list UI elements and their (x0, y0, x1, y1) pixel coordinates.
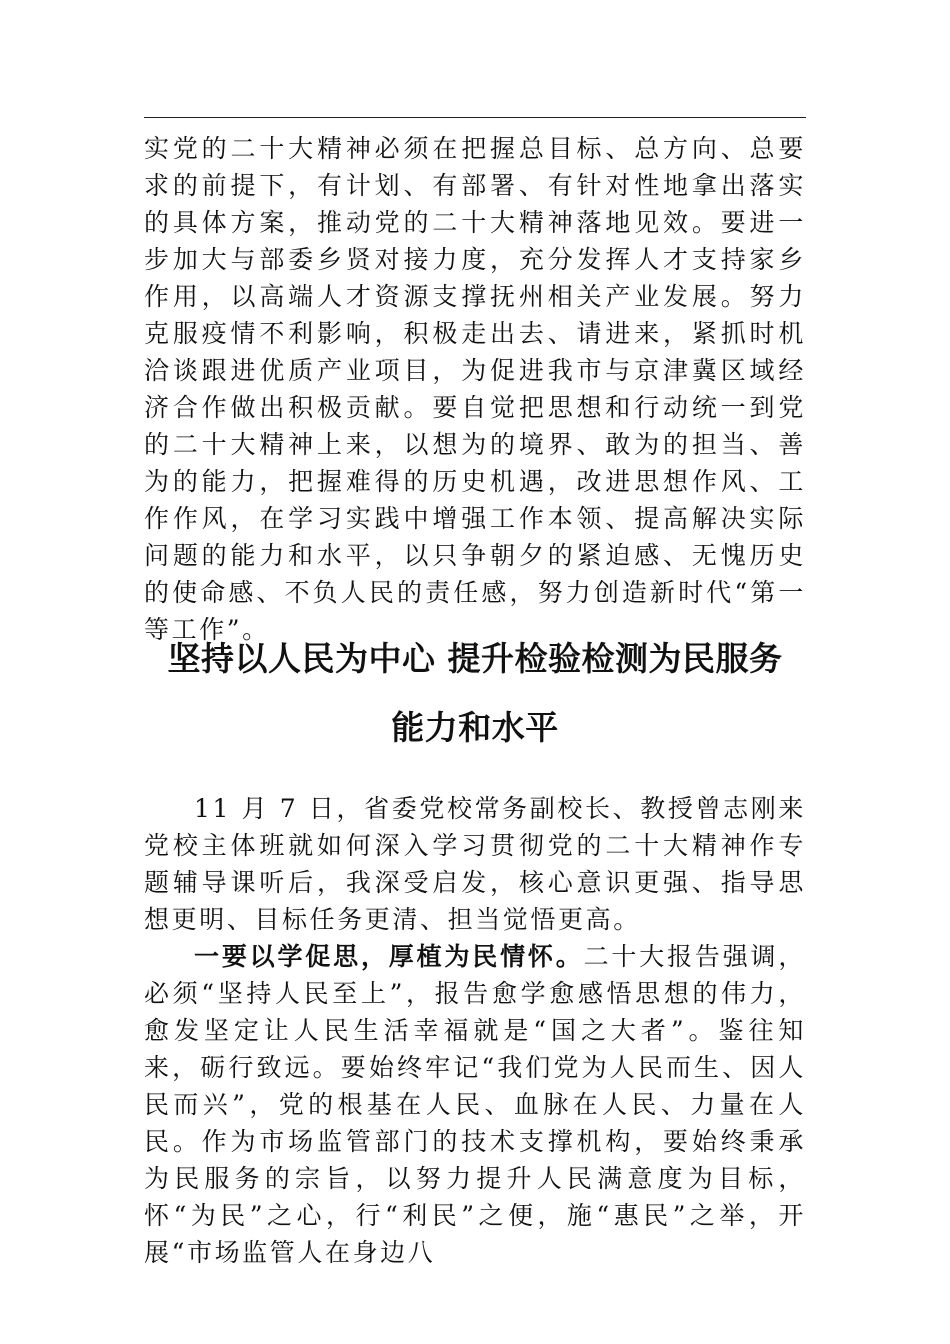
continued-paragraph: 实党的二十大精神必须在把握总目标、总方向、总要求的前提下，有计划、有部署、有针对性地拿出落实的具体方案，推动党的二十大精神落地见效。要进一步加大与部委乡贤对接力度，充分发挥人才支持家乡作用，以高端人才资源支撑抚州相关产业发展。努力克服疫情不利影响，积极走出去、请进来，紧抓时机洽谈跟进优质产业项目，为促进我市与京津冀区域经济合作做出积极贡献。要自觉把思想和行动统一到党的二十大精神上来，以想为的境界、敢为的担当、善为的能力，把握难得的历史机遇，改进思想作风、工作作风，在学习实践中增强工作本领、提高解决实际问题的能力和水平，以只争朝夕的紧迫感、无愧历史的使命感、不负人民的责任感，努力创造新时代“第一等工作”。 (144, 134, 806, 644)
point-one-paragraph (144, 938, 806, 1271)
header-divider (144, 117, 806, 118)
intro-paragraph: 11 月 7 日，省委党校常务副校长、教授曾志刚来党校主体班就如何深入学习贯彻党的二十大精神作专题辅导课听后，我深受启发，核心意识更强、指导思想更明、目标任务更清、担当觉悟更高。 (144, 794, 806, 934)
continued-text-block (144, 130, 806, 648)
article-title-line-2: 能力和水平 (391, 708, 559, 747)
article-title-line-1: 坚持以人民为中心 提升检验检测为民服务 (167, 639, 783, 678)
article-title (130, 624, 820, 762)
point-one-lead: 一要以学促思，厚植为民情怀。 (194, 942, 584, 971)
article-body (144, 790, 806, 1271)
point-one-body: 二十大报告强调，必须“坚持人民至上”，报告愈学愈感悟思想的伟力，愈发坚定让人民生活幸福就是“国之大者”。鉴往知来，砺行致远。要始终牢记“我们党为人民而生、因人民而兴”，党的根基在人民、血脉在人民、力量在人民。作为市场监管部门的技术支撑机构，要始终秉承为民服务的宗旨，以努力提升人民满意度为目标，怀“为民”之心，行“利民”之便，施“惠民”之举，开展“市场监管人在身边八 (144, 942, 806, 1267)
